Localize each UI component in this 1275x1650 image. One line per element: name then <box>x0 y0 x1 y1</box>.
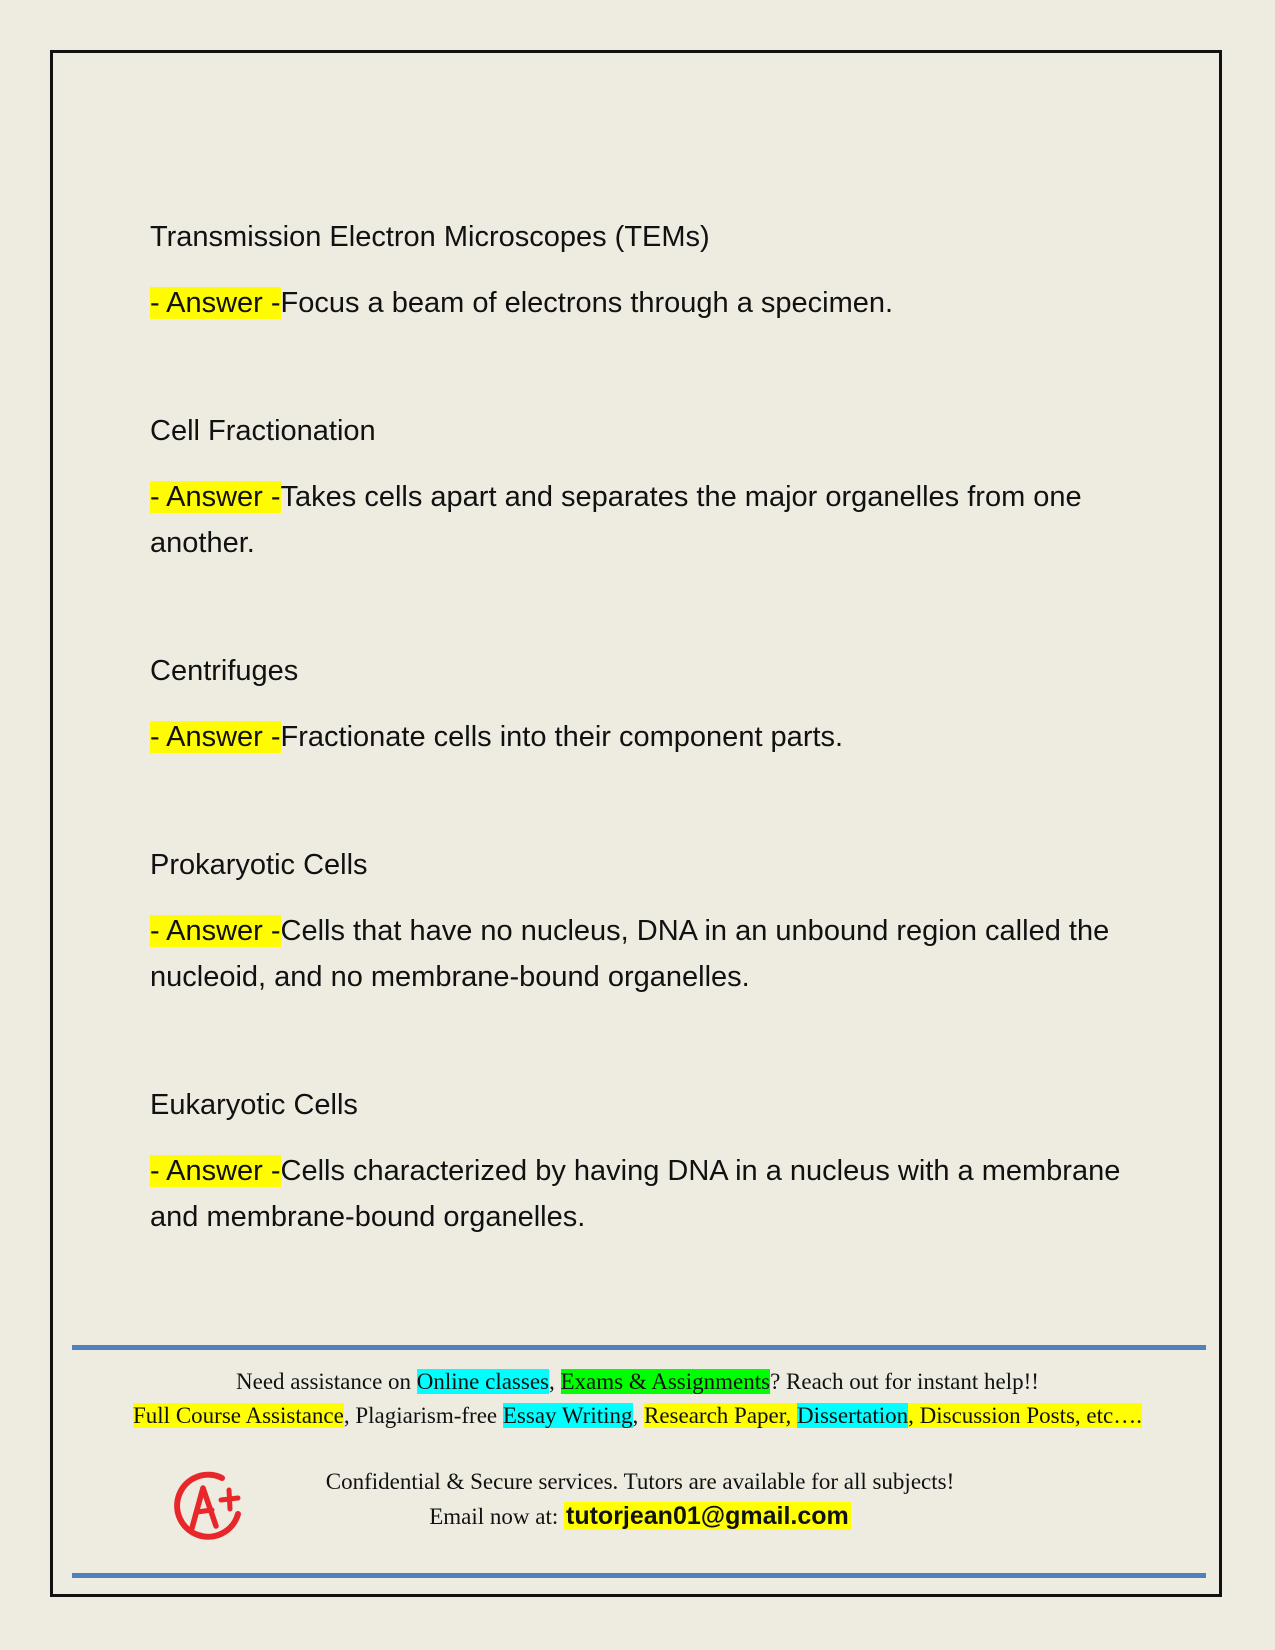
qa-answer <box>150 714 1150 760</box>
footer-divider-top <box>72 1345 1206 1350</box>
answer-text: Cells that have no nucleus, DNA in an unbound region called the nucleoid, and no membrane-bound organelles. <box>150 915 1110 993</box>
full-course-highlight: Full Course Assistance <box>133 1403 344 1428</box>
qa-answer <box>150 1148 1150 1240</box>
research-paper-highlight: Research Paper, <box>644 1403 797 1428</box>
qa-term: Cell Fractionation <box>150 415 376 447</box>
footer-assistance-line <box>60 1366 1215 1398</box>
qa-item <box>150 215 1150 326</box>
answer-label: - Answer - <box>150 287 281 319</box>
footer-text: Need assistance on <box>236 1369 417 1394</box>
footer-text: , <box>632 1403 644 1428</box>
footer-confidential-line: Confidential & Secure services. Tutors are available for all subjects! <box>325 1469 955 1494</box>
online-classes-highlight: Online classes <box>416 1369 549 1394</box>
email-link[interactable]: tutorjean01@gmail.com <box>566 1502 849 1530</box>
a-plus-logo-icon <box>172 1470 248 1548</box>
dissertation-highlight: Dissertation <box>796 1403 909 1428</box>
answer-text: Focus a beam of electrons through a specimen. <box>280 287 894 319</box>
qa-term: Eukaryotic Cells <box>150 1089 358 1121</box>
qa-term: Centrifuges <box>150 655 299 687</box>
qa-answer <box>150 908 1150 1000</box>
qa-term: Prokaryotic Cells <box>150 849 368 881</box>
discussion-posts-highlight: , Discussion Posts, etc…. <box>908 1403 1142 1428</box>
answer-text: Takes cells apart and separates the major organelles from one another. <box>150 481 1082 559</box>
footer-services-line <box>60 1400 1215 1432</box>
answer-text: Cells characterized by having DNA in a nucleus with a membrane and membrane-bound organelles. <box>150 1155 1121 1233</box>
answer-label: - Answer - <box>150 915 281 947</box>
qa-item <box>150 843 1150 1000</box>
essay-writing-highlight: Essay Writing <box>502 1403 633 1428</box>
qa-item <box>150 1083 1150 1240</box>
answer-label: - Answer - <box>150 1155 281 1187</box>
qa-answer <box>150 474 1150 566</box>
answer-label: - Answer - <box>150 721 281 753</box>
exams-assignments-highlight: Exams & Assignments <box>560 1369 771 1394</box>
qa-term: Transmission Electron Microscopes (TEMs) <box>150 221 710 253</box>
footer-text: , Plagiarism-free <box>343 1403 503 1428</box>
qa-answer <box>150 280 1150 326</box>
footer-text: , <box>549 1369 561 1394</box>
qa-item <box>150 649 1150 760</box>
footer-text: ? Reach out for instant help!! <box>770 1369 1039 1394</box>
qa-list <box>150 215 1150 1240</box>
answer-text: Fractionate cells into their component parts. <box>280 721 844 753</box>
answer-label: - Answer - <box>150 481 281 513</box>
footer-email-line <box>240 1500 1040 1533</box>
footer-divider-bottom <box>72 1573 1206 1578</box>
footer-text: Email now at: <box>429 1504 564 1529</box>
qa-item <box>150 409 1150 566</box>
